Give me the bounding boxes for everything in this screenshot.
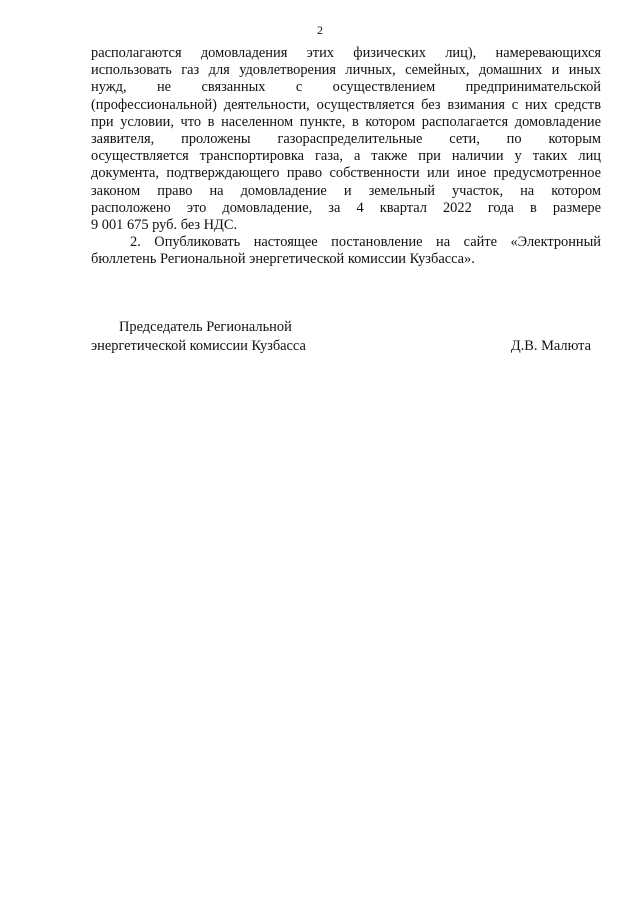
text-line: осуществляется транспортировка газа, а также при наличии у таких лиц — [91, 148, 601, 165]
text-line: заявителя, проложены газораспределительные сети, по которым — [91, 130, 601, 147]
text-line: законом право на домовладение и земельный участок, на котором — [91, 182, 601, 199]
signatory-title-line2: энергетической комиссии Кузбасса — [91, 337, 306, 354]
text-line: (профессиональной) деятельности, осуществляется без взимания с них средств — [91, 96, 601, 113]
text-line: нужд, не связанных с осуществлением предпринимательской — [91, 79, 601, 96]
signature-block — [91, 318, 601, 355]
text-line: при условии, что в населенном пункте, в котором располагается домовладение — [91, 113, 601, 130]
body-text — [91, 45, 601, 268]
signatory-name: Д.В. Малюта — [510, 337, 591, 354]
text-line: документа, подтверждающего право собственности или иное предусмотренное — [91, 165, 601, 182]
signatory-row — [91, 337, 601, 356]
text-line: расположено это домовладение, за 4 квартал 2022 года в размере — [91, 199, 601, 216]
text-line: 9 001 675 руб. без НДС. — [91, 216, 238, 233]
text-line: располагаются домовладения этих физических лиц), намеревающихся — [91, 45, 601, 61]
paragraph-1 — [91, 45, 601, 234]
page-number: 2 — [317, 23, 323, 37]
text-line: 2. Опубликовать настоящее постановление на сайте «Электронный — [130, 234, 601, 251]
paragraph-2 — [91, 234, 601, 268]
text-line: бюллетень Региональной энергетической комиссии Кузбасса». — [91, 251, 475, 268]
signatory-title-line1: Председатель Региональной — [119, 319, 292, 335]
text-line: использовать газ для удовлетворения личных, семейных, домашних и иных — [91, 62, 601, 79]
